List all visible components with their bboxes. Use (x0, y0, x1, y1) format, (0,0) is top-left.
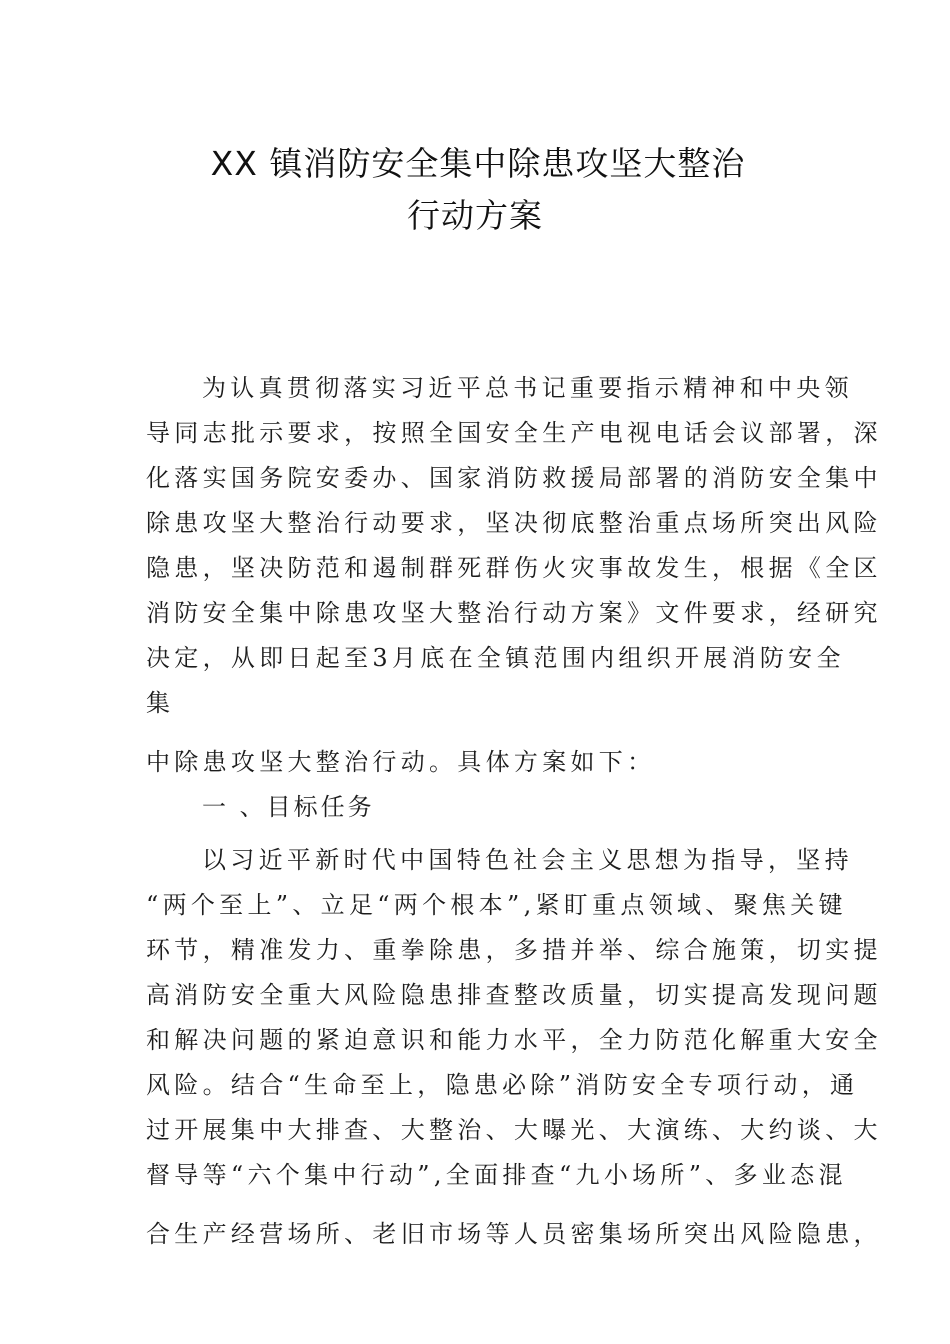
text-line: 督导等“六个集中行动”,全面排查“九小场所”、多业态混 (146, 1161, 847, 1189)
text-line: 高消防安全重大风险隐患排查整改质量，切实提高发现问题 (146, 981, 882, 1009)
title-line-2: 行动方案 (407, 196, 543, 235)
text-line: 过开展集中大排查、大整治、大曝光、大演练、大约谈、大 (146, 1116, 882, 1144)
text-line: 为认真贯彻落实习近平总书记重要指示精神和中央领 (202, 374, 853, 402)
paragraph-intro (146, 366, 882, 726)
text-line: 隐患，坚决防范和遏制群死群伤火灾事故发生，根据《全区 (146, 554, 882, 582)
text-line: 导同志批示要求，按照全国安全生产电视电话会议部署，深 (146, 419, 882, 447)
text-line: 消防安全集中除患攻坚大整治行动方案》文件要求，经研究 (146, 599, 882, 627)
document-body (146, 366, 882, 1257)
text-line: “两个至上”、立足“两个根本”,紧盯重点领域、聚焦关键 (146, 891, 847, 919)
text-line: 集 (146, 689, 175, 717)
paragraph-goals-continuation: 合生产经营场所、老旧市场等人员密集场所突出风险隐患， (146, 1220, 882, 1248)
text-line: 以习近平新时代中国特色社会主义思想为指导，坚持 (202, 846, 853, 874)
text-line: 决定，从即日起至3月底在全镇范围内组织开展消防安全 (146, 644, 845, 672)
section-heading: 一 、目标任务 (202, 793, 375, 821)
text-line: 除患攻坚大整治行动要求，坚决彻底整治重点场所突出风险 (146, 509, 882, 537)
text-line: 和解决问题的紧迫意识和能力水平，全力防范化解重大安全 (146, 1026, 882, 1054)
paragraph-goals (146, 838, 882, 1198)
paragraph-intro-continuation: 中除患攻坚大整治行动。具体方案如下： (146, 748, 656, 776)
text-line: 环节，精准发力、重拳除患，多措并举、综合施策，切实提 (146, 936, 882, 964)
title-line-1: XX 镇消防安全集中除患攻坚大整治 (210, 144, 746, 183)
document-title (0, 138, 950, 242)
text-line: 风险。结合“生命至上，隐患必除”消防安全专项行动，通 (146, 1071, 859, 1099)
text-line: 化落实国务院安委办、国家消防救援局部署的消防安全集中 (146, 464, 882, 492)
